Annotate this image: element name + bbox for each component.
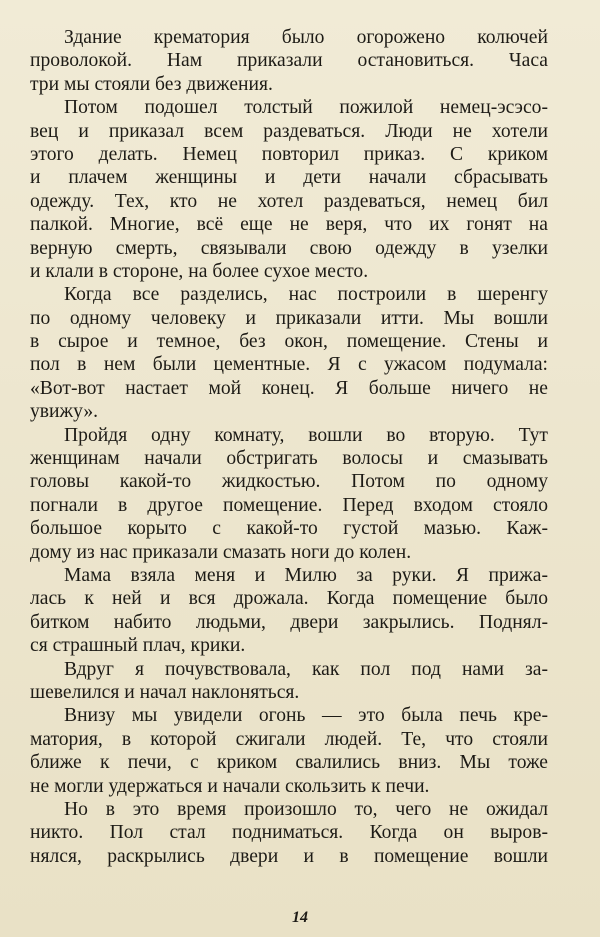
paragraph-8 [30, 798, 548, 868]
text-line: и клали в стороне, на более сухое место. [30, 260, 369, 282]
text-line: Внизу мы увидели огонь — это была печь кре- [64, 705, 548, 727]
text-line: Когда все разделись, нас построили в шеренгу [64, 284, 548, 306]
body-text [30, 26, 548, 868]
paragraph-2 [30, 96, 548, 283]
text-line: этого делать. Немец повторил приказ. С криком [30, 143, 548, 165]
text-line: битком набито людьми, двери закрылись. Поднял- [30, 611, 548, 633]
text-line: вец и приказал всем раздеваться. Люди не хотели [30, 120, 548, 142]
text-line: в сырое и темное, без окон, помещение. Стены и [30, 331, 548, 353]
text-line: увижу». [30, 401, 99, 423]
paragraph-1 [30, 26, 548, 96]
text-line: по одному человеку и приказали итти. Мы вошли [30, 307, 548, 329]
text-line: женщинам начали обстригать волосы и смазывать [30, 448, 548, 470]
text-line: погнали в другое помещение. Перед входом стояло [30, 494, 548, 516]
text-line: Но в это время произошло то, чего не ожидал [64, 798, 548, 820]
text-line: палкой. Многие, всё еще не веря, что их гонят на [30, 214, 548, 236]
text-line: не могли удержаться и начали скользить к печи. [30, 775, 430, 797]
paragraph-4 [30, 424, 548, 564]
text-line: нялся, раскрылись двери и в помещение вошли [30, 845, 548, 867]
text-line: дому из нас приказали смазать ноги до колен. [30, 541, 412, 563]
text-line: три мы стояли без движения. [30, 73, 273, 95]
text-line: лась к ней и вся дрожала. Когда помещение было [30, 588, 548, 610]
text-line: ся страшный плач, крики. [30, 635, 246, 657]
text-line: большое корыто с какой-то густой мазью. Каж- [30, 518, 548, 540]
text-line: верную смерть, связывали свою одежду в узелки [30, 237, 548, 259]
text-line: одежду. Тех, кто не хотел раздеваться, немец бил [30, 190, 548, 212]
page-number: 14 [292, 909, 308, 926]
text-line: и плачем женщины и дети начали сбрасывать [30, 167, 548, 189]
paragraph-6 [30, 658, 548, 705]
text-line: головы какой-то жидкостью. Потом по одному [30, 471, 548, 493]
paragraph-3 [30, 283, 548, 423]
paragraph-5 [30, 564, 548, 658]
text-line: Потом подошел толстый пожилой немец-эсэсо- [64, 97, 548, 119]
text-line: матория, в которой сжигали людей. Те, что стояли [30, 728, 548, 750]
paragraph-7 [30, 704, 548, 798]
text-line: ближе к печи, с криком свалились вниз. Мы тоже [30, 752, 548, 774]
text-line: никто. Пол стал подниматься. Когда он выров- [30, 822, 548, 844]
text-line: Вдруг я почувствовала, как пол под нами за- [64, 658, 548, 680]
text-line: проволокой. Нам приказали остановиться. Часа [30, 50, 548, 72]
text-line: Мама взяла меня и Милю за руки. Я прижа- [64, 564, 548, 586]
text-line: «Вот-вот настает мой конец. Я больше ничего не [30, 377, 548, 399]
text-line: Здание крематория было огорожено колючей [64, 27, 548, 48]
text-line: пол в нем были цементные. Я с ужасом подумала: [30, 354, 548, 376]
text-line: Пройдя одну комнату, вошли во вторую. Тут [64, 424, 548, 446]
text-line: шевелился и начал наклоняться. [30, 681, 300, 703]
